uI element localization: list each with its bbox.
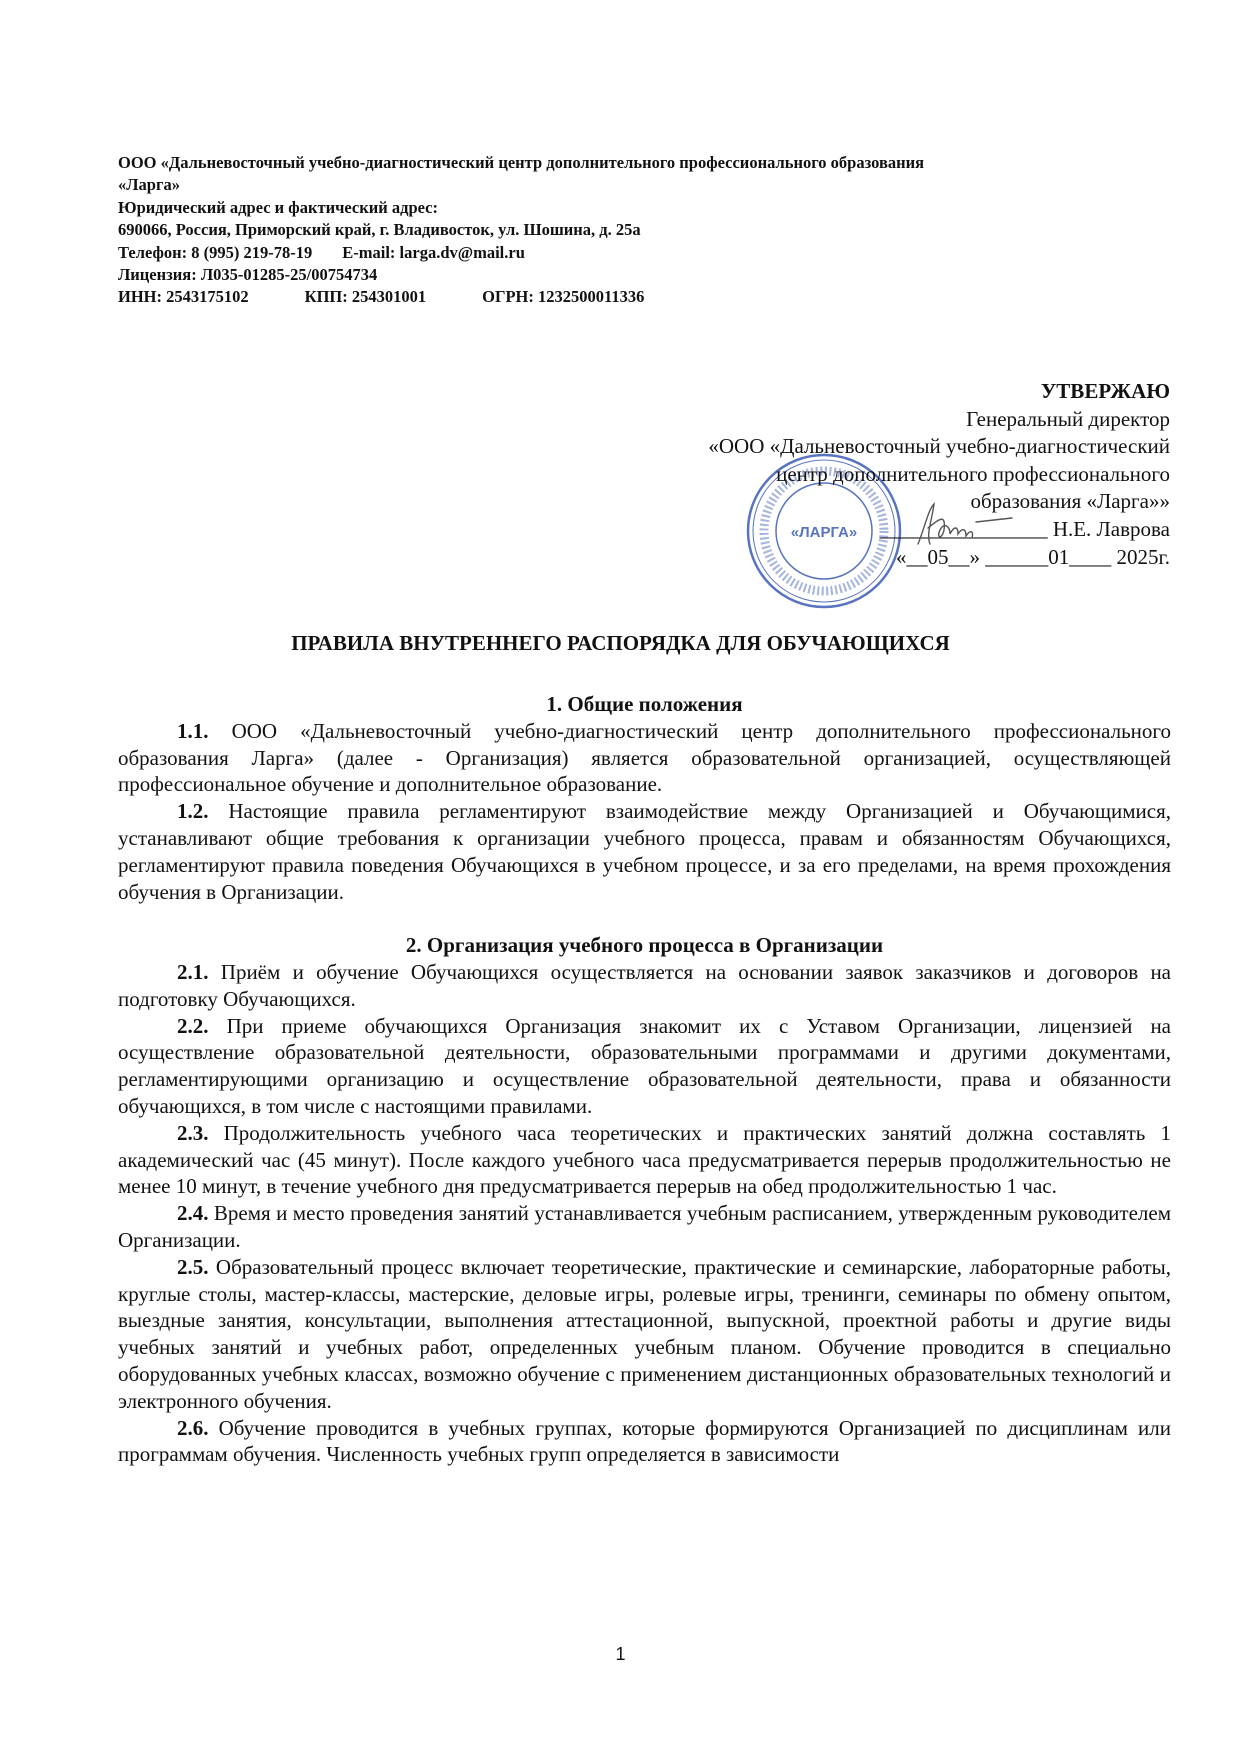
paragraph (118, 1254, 1171, 1415)
signature-icon (910, 500, 1020, 550)
registration-line (118, 286, 1138, 308)
paragraph-text: Настоящие правила регламентируют взаимодействие между Организацией и Обучающимися, устанавливают общие требования к организации учебного процесса, правам и обязанностям Обучающихся, регламентируют правила поведения Обучающихся в учебном процессе, и за его пределами, на время прохождения обучения в Организации. (118, 799, 1171, 904)
paragraph-number: 2.6. (177, 1415, 209, 1440)
address: 690066, Россия, Приморский край, г. Владивосток, ул. Шошина, д. 25а (118, 220, 641, 240)
org-name-line-2: «Ларга» (118, 175, 180, 195)
paragraph-text: Продолжительность учебного часа теоретических и практических занятий должна составлять 1 академический час (45 минут). После каждого учебного часа предусматривается перерыв продолжительностью не менее 10 минут, в течение учебного дня предусматривается перерыв на обед продолжительностью 1 час. (118, 1120, 1171, 1199)
paragraph (118, 1200, 1171, 1254)
address-label: Юридический адрес и фактический адрес: (118, 197, 438, 217)
paragraph (118, 798, 1171, 905)
paragraph-number: 2.1. (177, 959, 209, 984)
document-title: ПРАВИЛА ВНУТРЕННЕГО РАСПОРЯДКА ДЛЯ ОБУЧАЮЩИХСЯ (291, 631, 950, 655)
contacts-line (118, 242, 1138, 264)
paragraph-text: При приеме обучающихся Организация знакомит их с Уставом Организации, лицензией на осуществление образовательной деятельности, образовательными программами и другими документами, регламентирующими организацию и осуществление образовательной деятельности, права и обязанности обучающихся, в том числе с настоящими правилами. (118, 1013, 1171, 1118)
approval-org-line-1: «ООО «Дальневосточный учебно-диагностический (708, 434, 1170, 459)
organization-header (118, 152, 1138, 309)
approval-title: УТВЕРЖАЮ (1040, 379, 1170, 403)
page-number: 1 (615, 1644, 626, 1664)
paragraph-text: Обучение проводится в учебных группах, которые формируются Организацией по дисциплинам или программам обучения. Численность учебных групп определяется в зависимости (118, 1415, 1171, 1467)
approval-org-line-3: образования «Ларга»» (970, 489, 1170, 514)
paragraph-number: 1.2. (177, 799, 209, 824)
paragraph-number: 2.3. (177, 1120, 209, 1145)
inn: ИНН: 2543175102 (118, 287, 249, 307)
approval-date: «__05__» ______01____ 2025г. (896, 544, 1170, 569)
license: Лицензия: Л035-01285-25/00754734 (118, 265, 378, 285)
approval-org-line-2: центр дополнительного профессионального (776, 461, 1170, 486)
paragraph-text: ООО «Дальневосточный учебно-диагностический центр дополнительного профессионального образования Ларга» (далее - Организация) является образовательной организацией, осуществляющей профессиональное обучение и дополнительное образование. (118, 718, 1171, 797)
section-title: 1. Общие положения (546, 692, 743, 716)
paragraph-number: 2.4. (177, 1201, 209, 1226)
email: E-mail: larga.dv@mail.ru (342, 242, 525, 262)
phone: Телефон: 8 (995) 219-78-19 (118, 242, 313, 262)
paragraph (118, 718, 1171, 798)
org-name-line-1: ООО «Дальневосточный учебно-диагностический центр дополнительного профессионального образования (118, 153, 925, 172)
paragraph-number: 1.1. (177, 718, 209, 743)
paragraph (118, 1415, 1171, 1469)
paragraph-number: 2.5. (177, 1254, 209, 1279)
paragraph-text: Образовательный процесс включает теоретические, практические и семинарские, лабораторные работы, круглые столы, мастер-классы, мастерские, деловые игры, ролевые игры, тренинги, семинары по обмену опытом, выездные занятия, консультации, выполнения аттестационной, выпускной, проектной работы и другие виды учебных занятий и учебных работ, определенных учебным планом. Обучение проводится в специально оборудованных учебных классах, возможно обучение с применением дистанционных образовательных технологий и электронного обучения. (118, 1254, 1171, 1413)
signature-line: ________________ Н.Е. Лаврова (879, 516, 1170, 541)
paragraph (118, 1013, 1171, 1120)
paragraph-text: Приём и обучение Обучающихся осуществляется на основании заявок заказчиков и договоров на подготовку Обучающихся. (118, 959, 1171, 1011)
spacer (118, 905, 1171, 932)
paragraph-text: Время и место проведения занятий устанавливается учебным расписанием, утвержденным руководителем Организации. (118, 1201, 1171, 1252)
paragraph (118, 959, 1171, 1013)
paragraph (118, 1120, 1171, 1200)
document-body (118, 691, 1171, 1468)
paragraph-number: 2.2. (177, 1013, 209, 1038)
stamp-text: «ЛАРГА» (790, 524, 858, 541)
kpp: КПП: 254301001 (304, 287, 427, 307)
ogrn: ОГРН: 1232500011336 (482, 287, 645, 307)
approval-position: Генеральный директор (966, 406, 1170, 431)
section-title: 2. Организация учебного процесса в Организации (405, 933, 884, 958)
